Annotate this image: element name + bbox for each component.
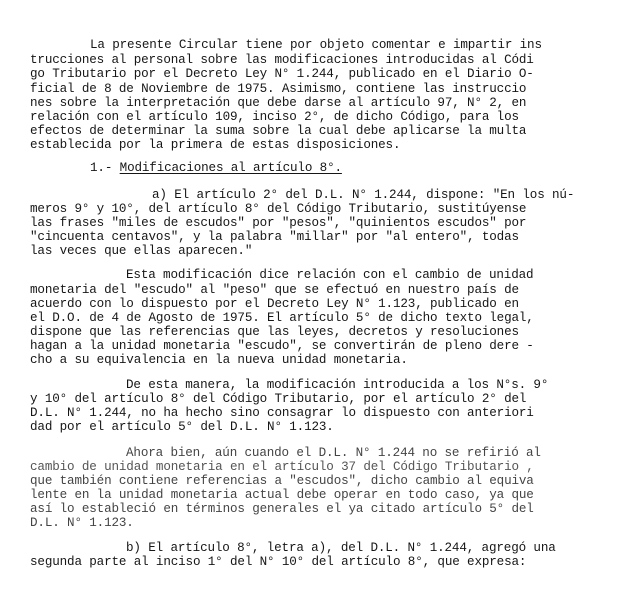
para-3-line-3: D.L. N° 1.244, no ha hecho sino consagrar lo dispuesto con anteriori xyxy=(30,406,534,420)
para-3-line-2: y 10° del artículo 8° del Código Tributario, por el artículo 2° del xyxy=(30,392,527,406)
intro-line-6: relación con el artículo 109, inciso 2°, de dicho Código, para los xyxy=(30,110,519,124)
section-number: 1.- xyxy=(90,161,113,175)
para-a-line-4: "cincuenta centavos", y la palabra "millar" por "al entero", todas xyxy=(30,230,519,244)
para-a-line-3: las frases "miles de escudos" por "pesos", "quinientos escudos" por xyxy=(30,216,527,230)
intro-line-1: La presente Circular tiene por objeto comentar e impartir ins xyxy=(90,38,542,52)
para-a-line-2: meros 9° y 10°, del artículo 8° del Código Tributario, sustitúyense xyxy=(30,202,527,216)
para-b-line-1: b) El artículo 8°, letra a), del D.L. N° 1.244, agregó una xyxy=(126,541,556,555)
para-3-line-1: De esta manera, la modificación introducida a los N°s. 9° xyxy=(126,378,549,392)
para-4-line-5: así lo estableció en términos generales el ya citado artículo 5° del xyxy=(30,502,534,516)
intro-line-2: trucciones al personal sobre las modificaciones introducidas al Códi xyxy=(30,53,534,67)
para-2-line-6: hagan a la unidad monetaria "escudo", se convertirán de pleno dere - xyxy=(30,339,534,353)
intro-line-3: go Tributario por el Decreto Ley N° 1.244, publicado en el Diario O- xyxy=(30,67,534,81)
para-a-line-5: las veces que ellas aparecen." xyxy=(30,244,253,258)
para-2-line-4: el D.O. de 4 de Agosto de 1975. El artículo 5° de dicho texto legal, xyxy=(30,311,534,325)
intro-line-4: ficial de 8 de Noviembre de 1975. Asimismo, contiene las instruccio xyxy=(30,82,527,96)
intro-line-5: nes sobre la interpretación que debe darse al artículo 97, N° 2, en xyxy=(30,96,527,110)
para-2-line-2: monetaria del "escudo" al "peso" que se efectuó en nuestro país de xyxy=(30,283,519,297)
para-2-line-1: Esta modificación dice relación con el cambio de unidad xyxy=(126,268,534,282)
para-4-line-4: lente en la unidad monetaria actual debe operar en todo caso, ya que xyxy=(30,488,534,502)
para-4-line-2: cambio de unidad monetaria en el artículo 37 del Código Tributario , xyxy=(30,460,534,474)
intro-line-7: efectos de determinar la suma sobre la cual debe aplicarse la multa xyxy=(30,124,527,138)
para-2-line-7: cho a su equivalencia en la nueva unidad monetaria. xyxy=(30,353,408,367)
para-2-line-5: dispone que las referencias que las leyes, decretos y resoluciones xyxy=(30,325,519,339)
para-3-line-4: dad por el artículo 5° del D.L. N° 1.123. xyxy=(30,420,334,434)
para-4-line-1: Ahora bien, aún cuando el D.L. N° 1.244 no se refirió al xyxy=(126,446,541,460)
para-b-line-2: segunda parte al inciso 1° del N° 10° del artículo 8°, que expresa: xyxy=(30,555,527,569)
section-title: Modificaciones al artículo 8°. xyxy=(119,161,342,175)
para-4-line-6: D.L. N° 1.123. xyxy=(30,516,134,530)
section-heading xyxy=(90,161,342,176)
para-4-line-3: que también contiene referencias a "escudos", dicho cambio al equiva xyxy=(30,474,534,488)
intro-line-8: establecida por la primera de estas disposiciones. xyxy=(30,138,401,152)
para-2-line-3: acuerdo con lo dispuesto por el Decreto Ley N° 1.123, publicado en xyxy=(30,297,519,311)
para-a-line-1: a) El artículo 2° del D.L. N° 1.244, dispone: "En los nú- xyxy=(152,188,575,202)
